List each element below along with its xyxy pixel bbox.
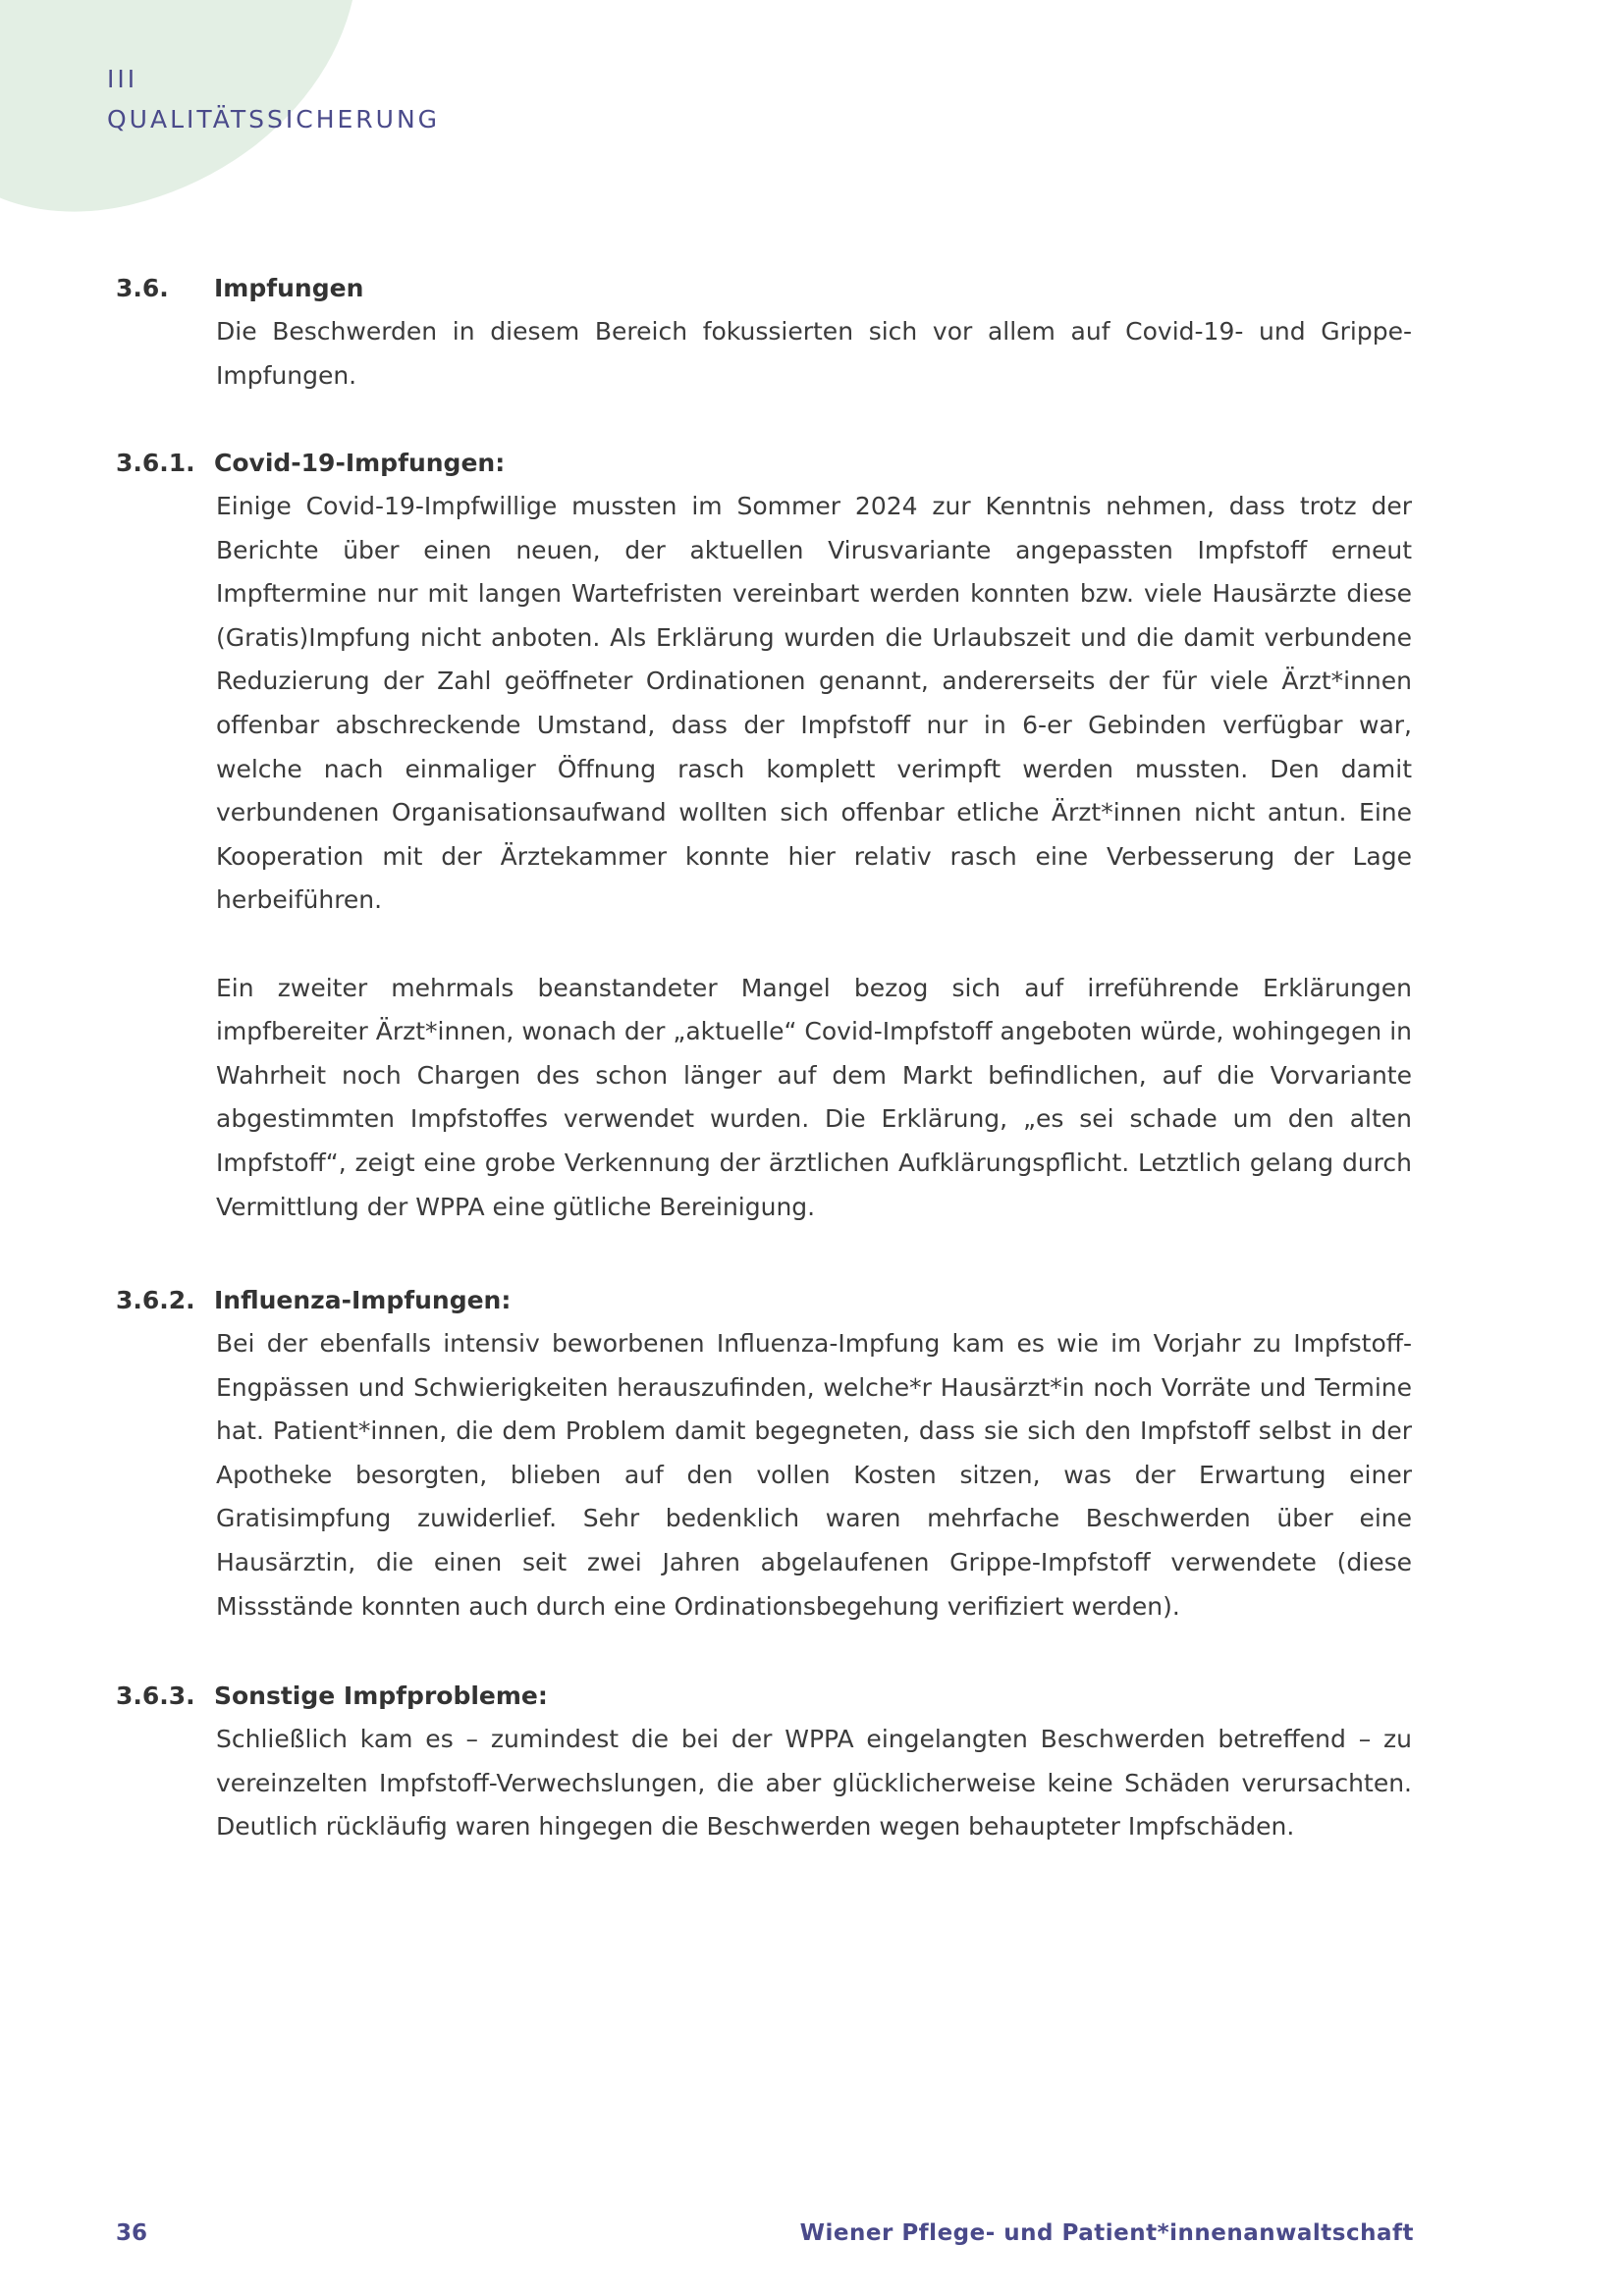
section-heading bbox=[116, 267, 1412, 310]
section-body bbox=[216, 310, 1412, 398]
footer-organization: Wiener Pflege- und Patient*innenanwaltschaft bbox=[799, 2220, 1414, 2246]
section-title: Impfungen bbox=[214, 274, 364, 302]
section-body bbox=[216, 485, 1412, 1229]
paragraph: Schließlich kam es – zumindest die bei der WPPA eingelangten Beschwerden betreffend – zu vereinzelten Impfstoff-Verwechslungen, die aber glücklicherweise keine Schäden verursachten. Deutlich rückläufig waren hingegen die Beschwerden wegen behaupteter Impfschäden. bbox=[216, 1725, 1412, 1842]
paragraph: Einige Covid-19-Impfwillige mussten im Sommer 2024 zur Kenntnis nehmen, dass trotz der Berichte über einen neuen, der aktuellen Virusvariante angepassten Impfstoff erneut Impftermine nur mit langen Wartefristen vereinbart werden konnten bzw. viele Hausärzte diese (Gratis)Impfung nicht anboten. Als Erklärung wurden die Urlaubszeit und die damit verbundene Reduzierung der Zahl geöffneter Ordinationen genannt, andererseits der für viele Ärzt*innen offenbar abschreckende Umstand, dass der Impfstoff nur in 6-er Gebinden verfügbar war, welche nach einmaliger Öffnung rasch komplett verimpft werden mussten. Den damit verbundenen Organisationsaufwand wollten sich offenbar etliche Ärzt*innen nicht antun. Eine Kooperation mit der Ärztekammer konnte hier relativ rasch eine Verbesserung der Lage herbeiführen. bbox=[216, 492, 1412, 915]
section-number: 3.6.2. bbox=[116, 1286, 195, 1314]
section-title: Influenza-Impfungen: bbox=[214, 1286, 512, 1314]
chapter-number: III bbox=[107, 65, 138, 93]
section-body bbox=[216, 1718, 1412, 1849]
section-3-6 bbox=[116, 267, 1412, 398]
chapter-header bbox=[107, 59, 440, 139]
section-title: Sonstige Impfprobleme: bbox=[214, 1682, 548, 1710]
section-3-6-1 bbox=[116, 442, 1412, 1229]
section-heading bbox=[116, 442, 1412, 485]
section-number: 3.6.3. bbox=[116, 1682, 195, 1710]
page-number: 36 bbox=[116, 2220, 148, 2246]
section-3-6-3 bbox=[116, 1675, 1412, 1849]
paragraph: Ein zweiter mehrmals beanstandeter Mangel bezog sich auf irreführende Erklärungen impfbereiter Ärzt*innen, wonach der „aktuelle“ Covid-Impfstoff angeboten würde, wohingegen in Wahrheit noch Chargen des schon länger auf dem Markt befindlichen, auf die Vorvariante abgestimmten Impfstoffes verwendet wurden. Die Erklärung, „es sei schade um den alten Impfstoff“, zeigt eine grobe Verkennung der ärztlichen Aufklärungspflicht. Letztlich gelang durch Vermittlung der WPPA eine gütliche Bereinigung. bbox=[216, 973, 1412, 1221]
section-heading bbox=[116, 1279, 1412, 1322]
section-3-6-2 bbox=[116, 1279, 1412, 1629]
section-title: Covid-19-Impfungen: bbox=[214, 449, 506, 477]
section-number: 3.6.1. bbox=[116, 449, 195, 477]
chapter-title: QUALITÄTSSICHERUNG bbox=[107, 105, 441, 133]
paragraph: Bei der ebenfalls intensiv beworbenen Influenza-Impfung kam es wie im Vorjahr zu Impfstoff-Engpässen und Schwierigkeiten herauszufinden, welche*r Hausärzt*in noch Vorräte und Termine hat. Patient*innen, die dem Problem damit begegneten, dass sie sich den Impfstoff selbst in der Apotheke besorgten, blieben auf den vollen Kosten sitzen, was der Erwartung einer Gratisimpfung zuwiderlief. Sehr bedenklich waren mehrfache Beschwerden über eine Hausärztin, die einen seit zwei Jahren abgelaufenen Grippe-Impfstoff verwendete (diese Missstände konnten auch durch eine Ordinationsbegehung verifiziert werden). bbox=[216, 1329, 1412, 1621]
section-body bbox=[216, 1322, 1412, 1629]
section-heading bbox=[116, 1675, 1412, 1718]
section-number: 3.6. bbox=[116, 274, 169, 302]
paragraph: Die Beschwerden in diesem Bereich fokussierten sich vor allem auf Covid-19- und Grippe-Impfungen. bbox=[216, 317, 1412, 390]
